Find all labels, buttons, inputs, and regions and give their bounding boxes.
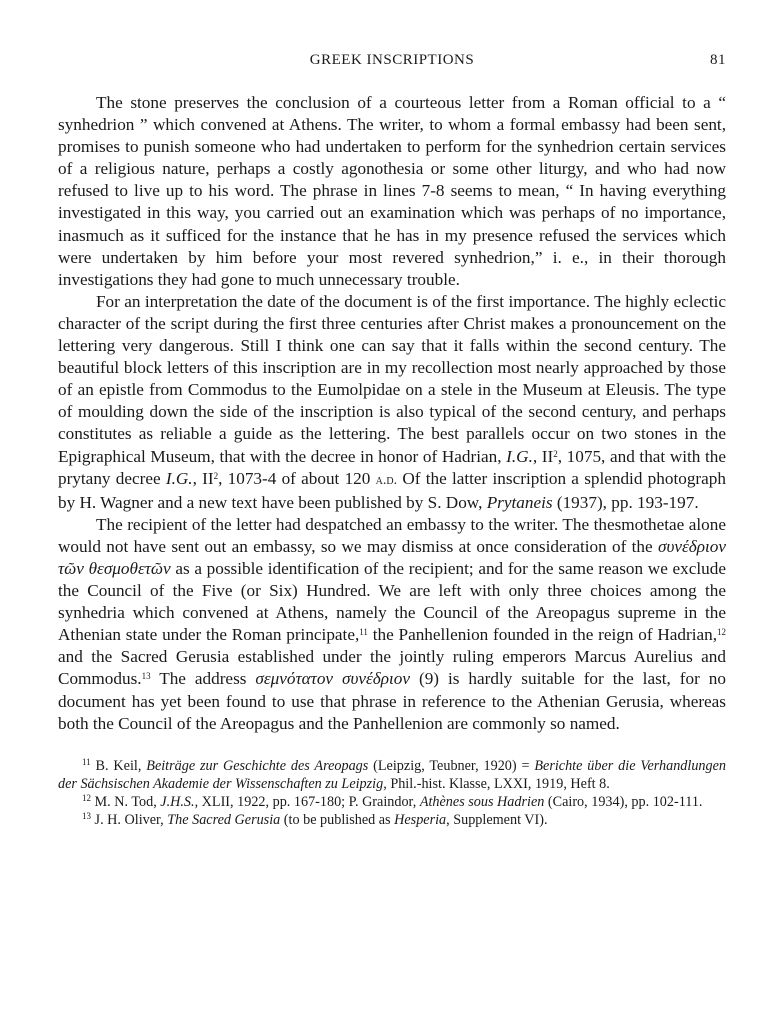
citation-ig: I.G. bbox=[506, 446, 533, 466]
footnote-ref: 13 bbox=[141, 671, 151, 682]
paragraph-2: For an interpretation the date of the document is of the first importance. The highly eclectic character of the script during the first three centuries after Christ makes a pronouncement on the lettering very dangerous. Still I think one can say that it falls within the second century. The beautiful block letters of this inscription are in my recollection most nearly approached by those of an epistle from Commodus to the Eumolpidae on a stele in the Museum at Eleusis. The type of moulding down the side of the inscription is also typical of the second century, and perhaps constitutes as reliable a guide as the lettering. The best parallels occur on two stones in the Epigraphical Museum, that with the decree in honor of Hadrian, I.G., $II^2$, 1075, and that with the prytany decree I.G., $II^2$, 1073-4 of about 120 a.d. Of the latter inscription a splendid photograph by H. Wagner and a new text have been published by S. Dow, Prytaneis (1937), pp. 193-197. bbox=[58, 291, 726, 512]
paragraph-1: The stone preserves the conclusion of a courteous letter from a Roman official to a “ synhedrion ” which convened at Athens. The writer, to whom a formal embassy had been sent, promises to punish someone who had undertaken to perform for the synhedrion certain services of a religious nature, perhaps a costly agonothesia or some other liturgy, and who had now refused to live up to his word. The phrase in lines 7-8 seems to mean, “ In having everything investigated in this way, you carried out an examination which was perhaps of no importance, inasmuch as it sufficed for the instance that he has in my presence refused the services which were undertaken by him before your most revered synhedrion,” i. e., in their thorough investigations they had gone to much unnecessary trouble. bbox=[58, 93, 726, 289]
book-title: Prytaneis bbox=[486, 492, 553, 512]
greek-phrase: συνέδριον τῶν θεσμοθετῶν bbox=[58, 536, 726, 578]
citation-ig: I.G. bbox=[165, 468, 193, 488]
paragraph-3: The recipient of the letter had despatched an embassy to the writer. The thesmothetae alone would not have sent out an embassy, so we may dismiss at once consideration of the συνέδριον τῶν θεσμοθετῶν as a possible identification of the recipient; and for the same reason we exclude the Council of the Five (or Six) Hundred. We are left with only three choices among the synhedria which convened at Athens, namely the Council of the Areopagus supreme in the Athenian state under the Roman principate,$^{11}$ the Panhellenion founded in the reign of Hadrian,$^{12}$ and the Sacred Gerusia established under the jointly ruling emperors Marcus Aurelius and Commodus.$^{13}$ The address σεμνότατον συνέδριον (9) is hardly suitable for the last, for no document has yet been found to use that phrase in reference to the Athenian Gerusia, whereas both the Council of the Areopagus and the Panhellenion are commonly so named. bbox=[58, 514, 726, 733]
footnote-ref: 12 bbox=[717, 627, 726, 638]
body-text bbox=[58, 92, 726, 735]
page bbox=[58, 52, 726, 830]
footnote-12: $^{12}$ M. N. Tod, J.H.S., XLII, 1922, pp. 167-180; P. Graindor, Athènes sous Hadrien (Cairo, 1934), pp. 102-111. bbox=[82, 793, 703, 811]
greek-phrase: σεμνότατον συνέδριον bbox=[255, 669, 411, 689]
footnotes bbox=[58, 757, 726, 830]
footnote-11: $^{11}$ B. Keil, Beiträge zur Geschichte des Areopags (Leipzig, Teubner, 1920) = Berichte über die Verhandlungen der Sächsischen Akademie der Wissenschaften zu Leipzig, Phil.-hist. Klasse, LXXI, 1919, Heft 8. bbox=[58, 756, 727, 792]
running-head bbox=[58, 52, 726, 74]
footnote-ref: 11 bbox=[359, 627, 368, 638]
page-number: 81 bbox=[710, 52, 726, 68]
running-title: GREEK INSCRIPTIONS bbox=[309, 52, 475, 68]
footnote-13: $^{13}$ J. H. Oliver, The Sacred Gerusia (to be published as Hesperia, Supplement VI). bbox=[82, 811, 548, 829]
